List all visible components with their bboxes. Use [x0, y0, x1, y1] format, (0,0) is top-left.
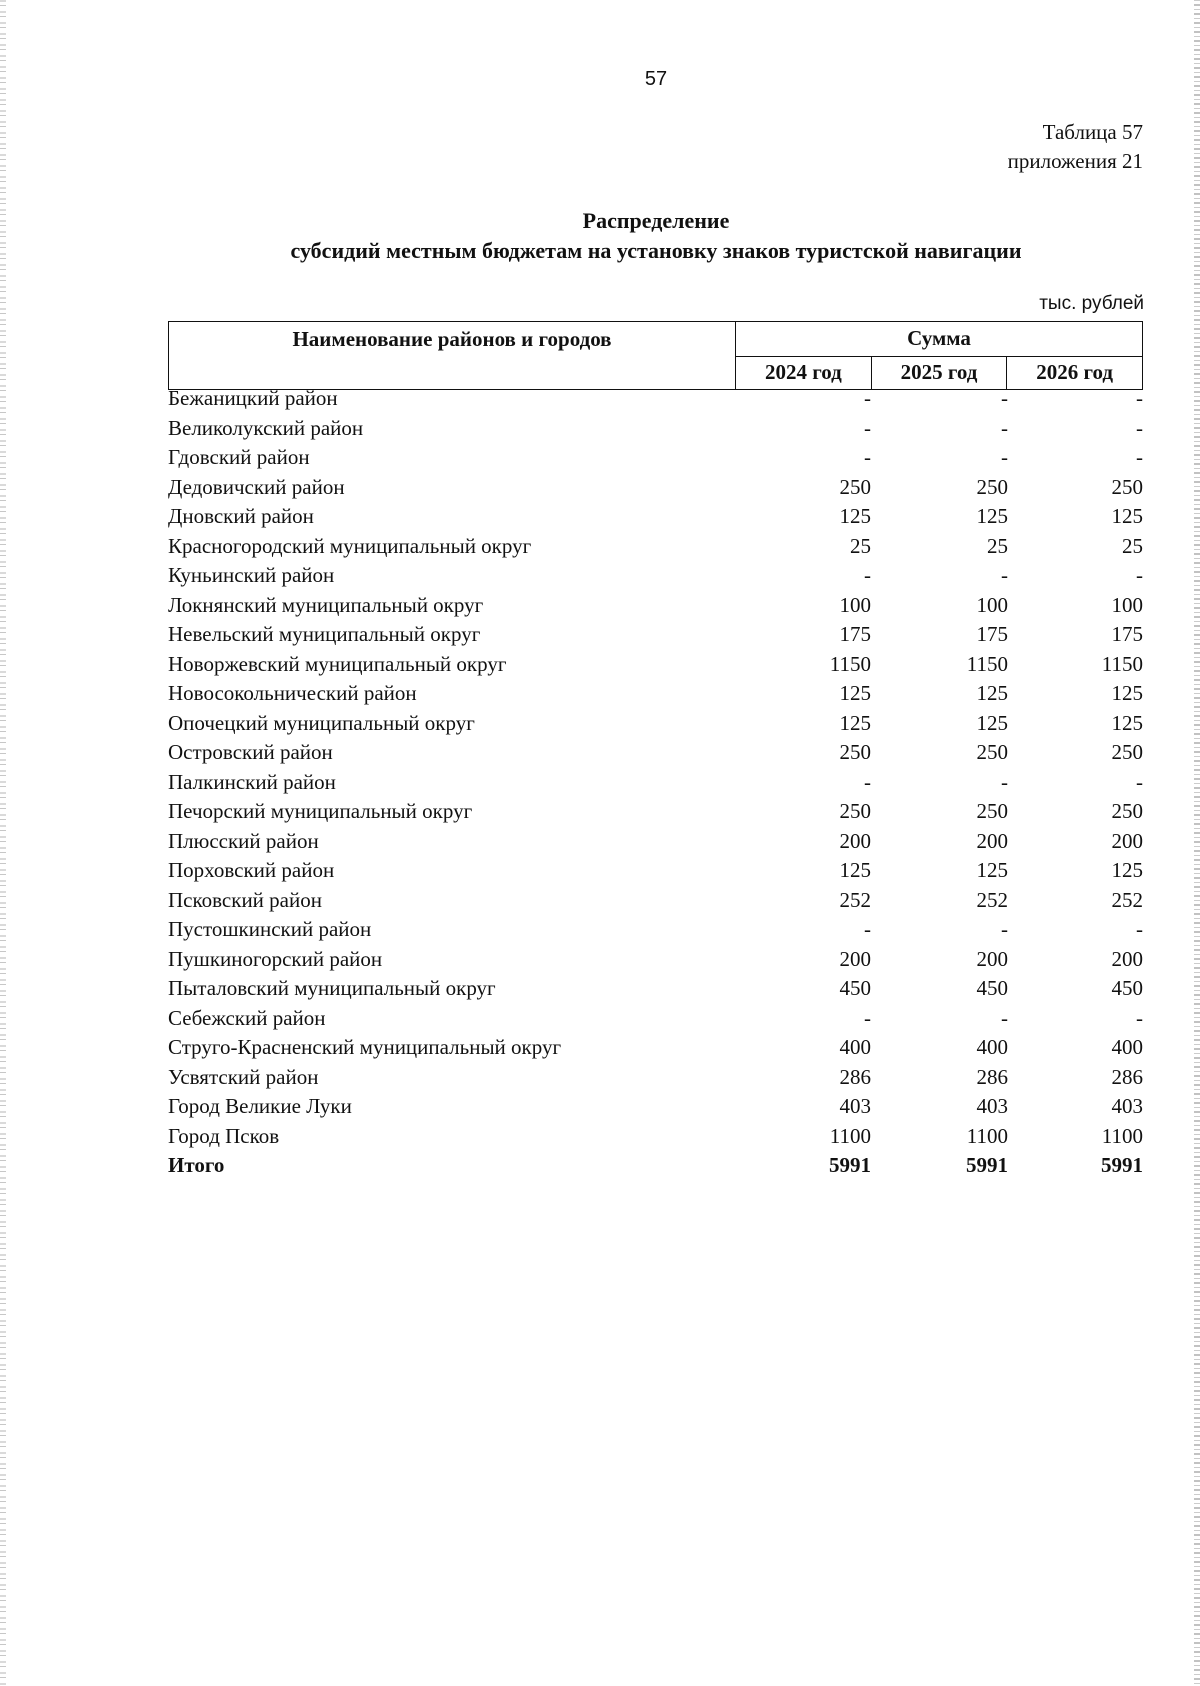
row-name: Новоржевский муниципальный округ	[168, 651, 507, 676]
row-value-2024: 25	[850, 533, 871, 558]
row-value-2025: 25	[987, 533, 1008, 558]
row-value-2026: -	[1136, 415, 1143, 440]
row-name: Куньинский район	[168, 563, 335, 587]
total-value-2026: 5991	[1101, 1153, 1143, 1177]
row-value-2025: 175	[976, 622, 1008, 646]
row-name: Великолукский район	[168, 415, 364, 440]
row-value-2026: 125	[1111, 681, 1143, 705]
row-value-2025: -	[1001, 386, 1008, 410]
title-line-1: Распределение	[582, 208, 730, 233]
row-value-2024: 125	[839, 504, 871, 528]
row-name: Струго-Красненский муниципальный округ	[168, 1035, 562, 1059]
row-value-2025: 1150	[966, 651, 1008, 676]
row-value-2024: 450	[839, 976, 871, 1000]
row-name: Город Псков	[168, 1123, 280, 1148]
table-row	[168, 561, 1143, 591]
document-title	[0, 206, 1200, 266]
table-row	[168, 473, 1143, 503]
row-name: Порховский район	[168, 858, 335, 882]
row-name: Пушкиногорский район	[168, 946, 383, 971]
row-value-2024: 200	[839, 828, 871, 853]
table-row	[168, 827, 1143, 857]
row-name: Красногородский муниципальный округ	[168, 533, 532, 558]
table-row	[168, 502, 1143, 532]
row-value-2025: 125	[976, 681, 1008, 705]
row-value-2026: 1100	[1101, 1123, 1143, 1148]
row-value-2024: -	[864, 1005, 871, 1030]
row-value-2026: -	[1136, 1005, 1143, 1030]
row-value-2026: 403	[1111, 1094, 1143, 1118]
row-value-2026: 252	[1111, 887, 1143, 912]
row-value-2024: -	[864, 415, 871, 440]
table-row	[168, 1122, 1143, 1152]
row-value-2025: -	[1001, 563, 1008, 587]
row-value-2026: -	[1136, 563, 1143, 587]
row-name: Себежский район	[168, 1005, 326, 1030]
row-value-2024: 400	[839, 1035, 871, 1059]
row-value-2026: 200	[1111, 828, 1143, 853]
row-name: Дедовичский район	[168, 474, 345, 499]
row-value-2025: -	[1001, 1005, 1008, 1030]
row-name: Невельский муниципальный округ	[168, 622, 481, 646]
row-value-2026: 125	[1111, 858, 1143, 882]
table-row	[168, 915, 1143, 945]
row-value-2024: -	[864, 917, 871, 941]
row-value-2026: 25	[1122, 533, 1143, 558]
table-row	[168, 1004, 1143, 1034]
total-value-2024: 5991	[829, 1153, 871, 1177]
table-row	[168, 856, 1143, 886]
table-row	[168, 620, 1143, 650]
row-name: Город Великие Луки	[168, 1094, 352, 1118]
row-value-2025: 250	[976, 799, 1008, 823]
table-row	[168, 591, 1143, 621]
row-value-2024: 403	[839, 1094, 871, 1118]
row-value-2025: 403	[976, 1094, 1008, 1118]
row-name: Усвятский район	[168, 1064, 319, 1089]
row-value-2024: 125	[839, 710, 871, 735]
row-value-2024: 1100	[829, 1123, 871, 1148]
table-row	[168, 650, 1143, 680]
row-value-2026: 250	[1111, 740, 1143, 764]
row-value-2024: 250	[839, 740, 871, 764]
title-line-2: субсидий местным бюджетам на установку знаков туристской навигации	[290, 238, 1022, 263]
row-name: Новосокольнический район	[168, 681, 417, 705]
row-value-2025: 125	[976, 504, 1008, 528]
row-name: Локнянский муниципальный округ	[168, 592, 484, 617]
row-value-2026: 125	[1111, 504, 1143, 528]
row-value-2026: 250	[1111, 799, 1143, 823]
row-value-2026: 400	[1111, 1035, 1143, 1059]
row-value-2025: -	[1001, 445, 1008, 469]
table-reference	[1008, 118, 1143, 176]
table-row	[168, 709, 1143, 739]
row-value-2024: 125	[839, 681, 871, 705]
row-value-2026: 286	[1111, 1064, 1143, 1089]
total-value-2025: 5991	[966, 1153, 1008, 1177]
header-name-column: Наименование районов и городов	[169, 322, 736, 390]
row-name: Опочецкий муниципальный округ	[168, 710, 475, 735]
row-name: Гдовский район	[168, 445, 310, 469]
row-value-2024: -	[864, 386, 871, 410]
row-value-2025: -	[1001, 917, 1008, 941]
row-value-2025: 1100	[966, 1123, 1008, 1148]
row-value-2025: -	[1001, 415, 1008, 440]
row-value-2026: 1150	[1101, 651, 1143, 676]
row-value-2024: 250	[839, 799, 871, 823]
table-row	[168, 1063, 1143, 1093]
row-value-2025: 250	[976, 740, 1008, 764]
row-name: Пустошкинский район	[168, 917, 372, 941]
table-row	[168, 797, 1143, 827]
row-value-2024: 1150	[829, 651, 871, 676]
row-name: Пыталовский муниципальный округ	[168, 976, 496, 1000]
table-row	[168, 679, 1143, 709]
table-row	[168, 1033, 1143, 1063]
table-reference-line-1: Таблица 57	[1042, 120, 1143, 144]
page-number: 57	[644, 68, 668, 90]
row-name: Островский район	[168, 740, 333, 764]
table-row	[168, 886, 1143, 916]
table-row	[168, 974, 1143, 1004]
row-value-2024: 100	[839, 592, 871, 617]
row-value-2024: 252	[839, 887, 871, 912]
header-sum: Сумма	[736, 322, 1143, 357]
table-header	[168, 321, 1143, 390]
table-row	[168, 532, 1143, 562]
row-value-2026: 100	[1111, 592, 1143, 617]
table-row	[168, 414, 1143, 444]
row-value-2024: 286	[839, 1064, 871, 1089]
row-value-2024: -	[864, 563, 871, 587]
table-row	[168, 738, 1143, 768]
row-value-2025: -	[1001, 769, 1008, 794]
row-name: Дновский район	[168, 504, 314, 528]
row-value-2026: 250	[1111, 474, 1143, 499]
row-value-2024: 175	[839, 622, 871, 646]
row-name: Плюсский район	[168, 828, 319, 853]
row-value-2026: -	[1136, 445, 1143, 469]
table-row	[168, 384, 1143, 414]
row-value-2025: 200	[976, 946, 1008, 971]
header-year-2024: 2024 год	[736, 356, 872, 389]
row-value-2026: -	[1136, 386, 1143, 410]
row-value-2024: -	[864, 769, 871, 794]
total-row	[168, 1151, 1143, 1181]
row-value-2026: 200	[1111, 946, 1143, 971]
row-value-2025: 125	[976, 710, 1008, 735]
row-value-2025: 200	[976, 828, 1008, 853]
row-value-2025: 252	[976, 887, 1008, 912]
row-value-2025: 250	[976, 474, 1008, 499]
row-value-2025: 286	[976, 1064, 1008, 1089]
row-value-2024: 200	[839, 946, 871, 971]
row-value-2026: 450	[1111, 976, 1143, 1000]
row-value-2024: 250	[839, 474, 871, 499]
row-value-2024: 125	[839, 858, 871, 882]
row-name: Псковский район	[168, 887, 322, 912]
row-value-2024: -	[864, 445, 871, 469]
table-reference-line-2: приложения 21	[1007, 149, 1143, 173]
row-value-2026: -	[1136, 769, 1143, 794]
row-value-2025: 450	[976, 976, 1008, 1000]
units-label: тыс. рублей	[1039, 293, 1144, 314]
row-value-2025: 125	[976, 858, 1008, 882]
table-row	[168, 443, 1143, 473]
table-row	[168, 945, 1143, 975]
row-name: Бежаницкий район	[168, 386, 338, 410]
table-body	[168, 384, 1143, 1181]
header-year-2025: 2025 год	[871, 356, 1007, 389]
row-value-2026: 125	[1111, 710, 1143, 735]
row-name: Печорский муниципальный округ	[168, 799, 473, 823]
table-row	[168, 1092, 1143, 1122]
header-year-2026: 2026 год	[1007, 356, 1143, 389]
row-value-2025: 400	[976, 1035, 1008, 1059]
total-label: Итого	[168, 1153, 225, 1177]
table-row	[168, 768, 1143, 798]
row-name: Палкинский район	[168, 769, 336, 794]
row-value-2026: -	[1136, 917, 1143, 941]
row-value-2025: 100	[976, 592, 1008, 617]
row-value-2026: 175	[1111, 622, 1143, 646]
